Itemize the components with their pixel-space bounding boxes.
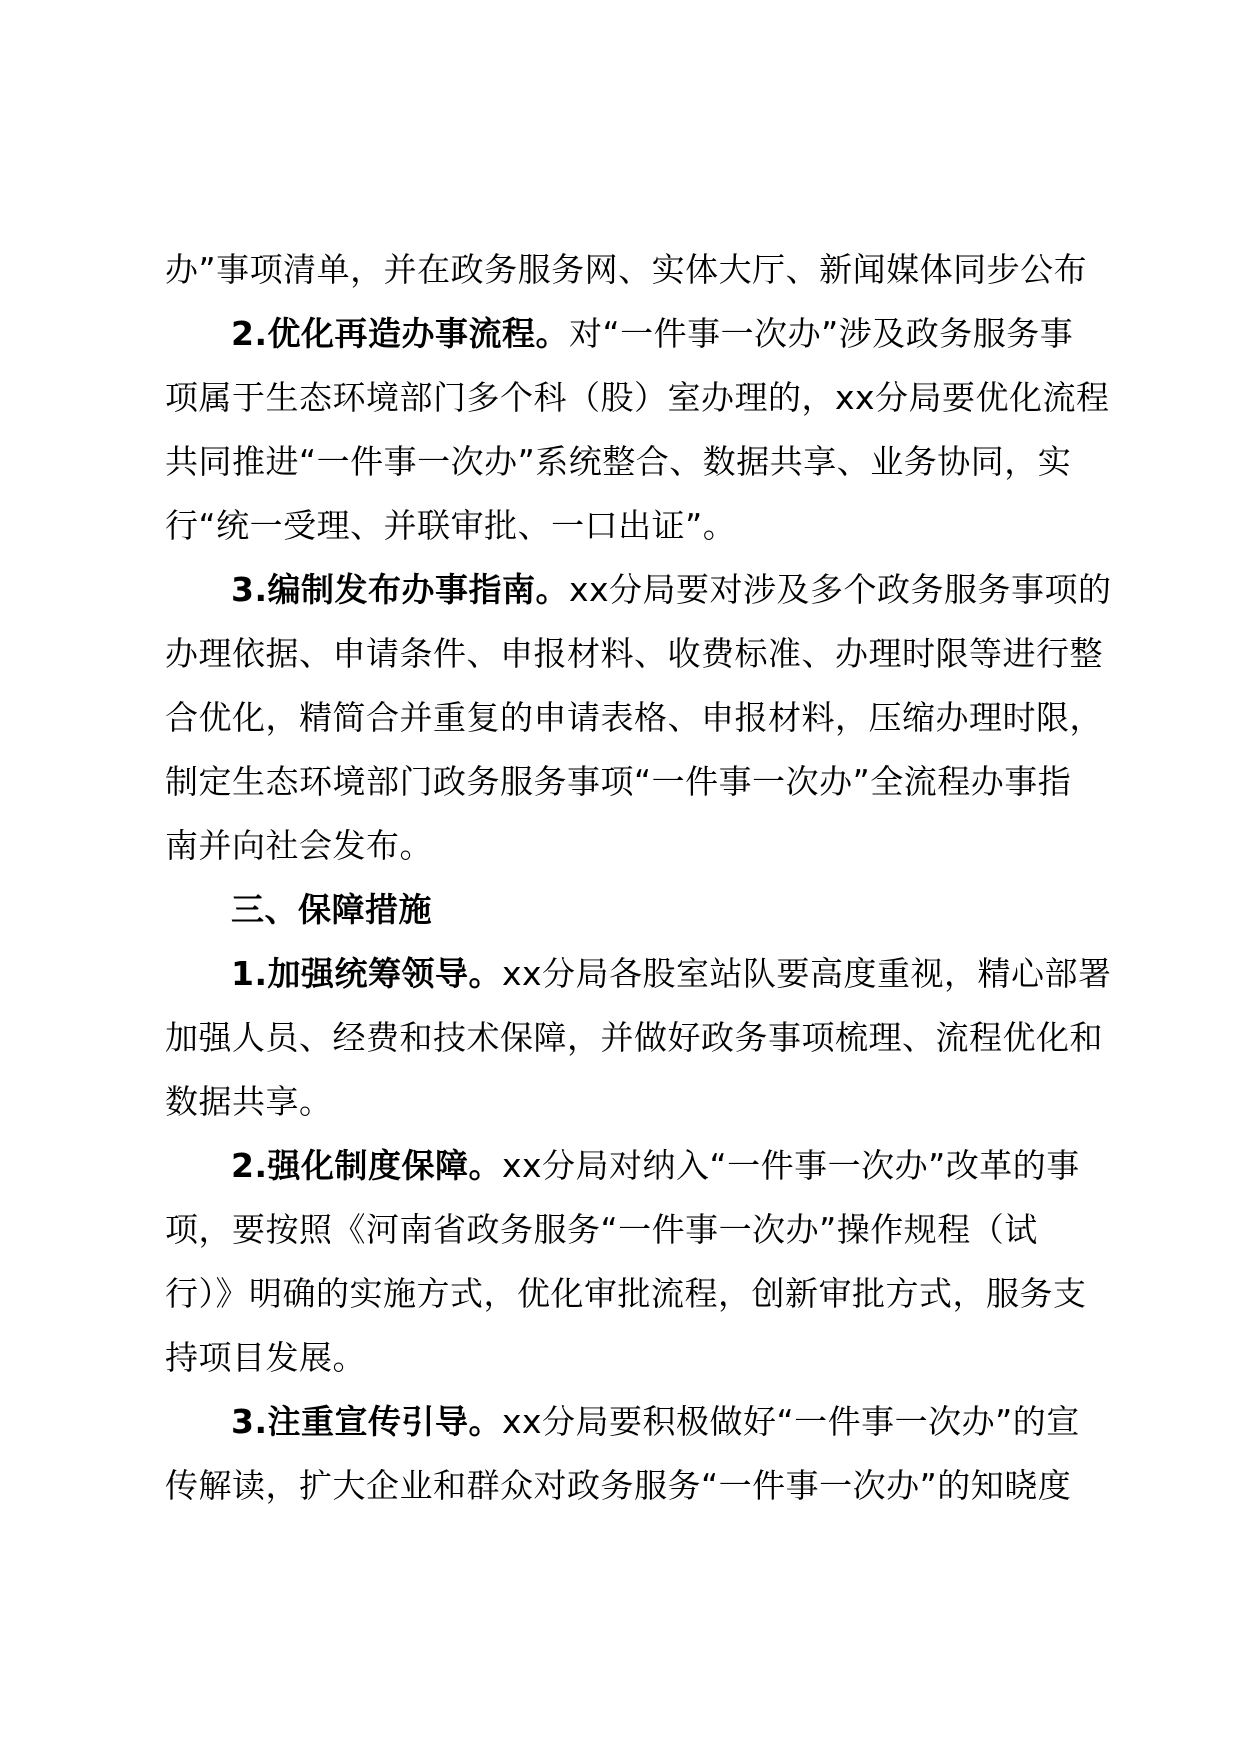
line-heading: 2.优化再造办事流程。 <box>231 314 569 353</box>
text-line <box>165 1454 1105 1518</box>
line-heading: 1.加强统筹领导。 <box>231 954 502 993</box>
line-heading: 2.强化制度保障。 <box>231 1146 502 1185</box>
line-text: 制定生态环境部门政务服务事项“一件事一次办”全流程办事指 <box>165 762 1072 801</box>
line-text: 持项目发展。 <box>165 1338 366 1377</box>
text-line <box>165 814 1105 878</box>
text-line <box>165 1070 1105 1134</box>
text-line <box>165 366 1110 430</box>
text-line <box>165 558 1112 622</box>
text-line <box>165 494 1105 558</box>
line-text: 办”事项清单，并在政务服务网、实体大厅、新闻媒体同步公布 <box>165 250 1088 289</box>
line-text: 项属于生态环境部门多个科（股）室办理的，xx分局要优化流程 <box>165 378 1110 417</box>
text-line <box>165 622 1105 686</box>
line-text: 行“统一受理、并联审批、一口出证”。 <box>165 506 737 545</box>
line-text: xx分局对纳入“一件事一次办”改革的事 <box>502 1146 1080 1185</box>
line-text: xx分局各股室站队要高度重视，精心部署 <box>502 954 1112 993</box>
line-heading: 三、保障措施 <box>231 890 432 929</box>
text-line <box>165 302 1105 366</box>
line-text: xx分局要积极做好“一件事一次办”的宣 <box>502 1402 1080 1441</box>
text-line <box>165 942 1112 1006</box>
line-text: 加强人员、经费和技术保障，并做好政务事项梳理、流程优化和 <box>165 1018 1103 1057</box>
section-heading <box>165 878 1105 942</box>
line-heading: 3.注重宣传引导。 <box>231 1402 502 1441</box>
text-line <box>165 1262 1105 1326</box>
text-line <box>165 750 1105 814</box>
line-heading: 3.编制发布办事指南。 <box>231 570 569 609</box>
text-line <box>165 1006 1105 1070</box>
text-line <box>165 1198 1105 1262</box>
line-text: 共同推进“一件事一次办”系统整合、数据共享、业务协同，实 <box>165 442 1072 481</box>
text-line <box>165 1134 1105 1198</box>
line-text: 数据共享。 <box>165 1082 333 1121</box>
text-line <box>165 686 1105 750</box>
document-body <box>165 238 1112 1518</box>
line-text: 对“一件事一次办”涉及政务服务事 <box>569 314 1074 353</box>
text-line <box>165 238 1105 302</box>
line-text: 合优化，精简合并重复的申请表格、申报材料，压缩办理时限， <box>165 698 1103 737</box>
line-text: 传解读，扩大企业和群众对政务服务“一件事一次办”的知晓度 <box>165 1466 1072 1505</box>
text-line <box>165 1326 1105 1390</box>
line-text: 行）》明确的实施方式，优化审批流程，创新审批方式，服务支 <box>165 1274 1087 1313</box>
text-line <box>165 430 1105 494</box>
line-text: 南并向社会发布。 <box>165 826 433 865</box>
line-text: 办理依据、申请条件、申报材料、收费标准、办理时限等进行整 <box>165 634 1103 673</box>
line-text: 项，要按照《河南省政务服务“一件事一次办”操作规程（试 <box>165 1210 1038 1249</box>
text-line <box>165 1390 1105 1454</box>
line-text: xx分局要对涉及多个政务服务事项的 <box>569 570 1112 609</box>
